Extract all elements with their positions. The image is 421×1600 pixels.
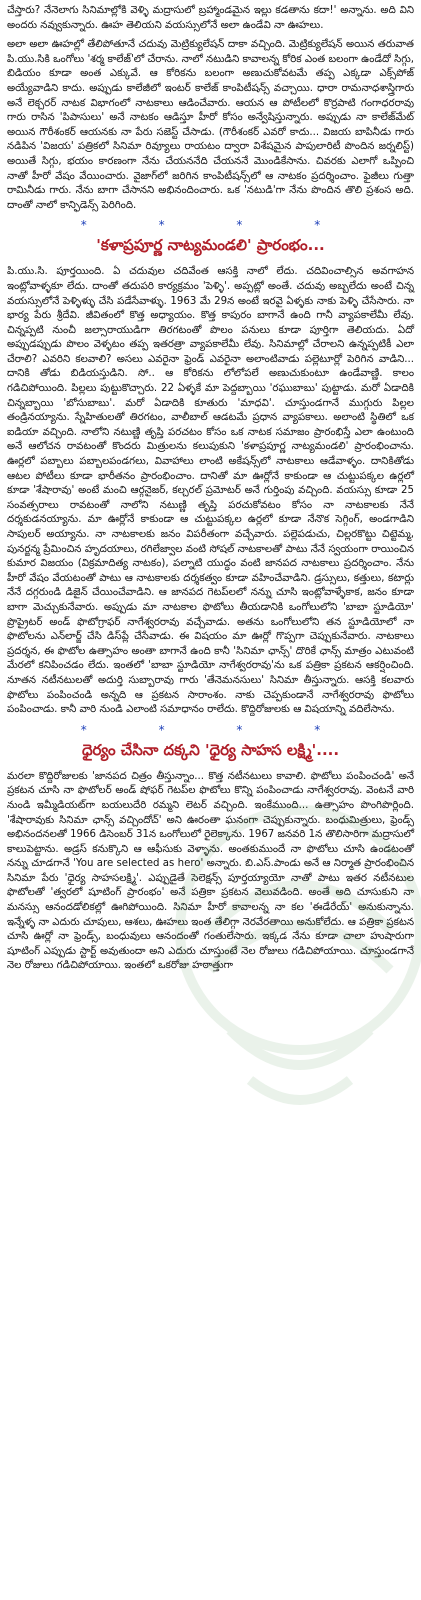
paragraph: అలా అలా ఊహల్లో తేలిపోతూనే చదువు మెట్రిక్యులేషన్ దాకా వచ్చింది. మెట్రిక్యులేషన్ అయిన తరువాత పి.యు.సికి ఒంగోలు 'శర్మ కాలేజ్'లో చేరాను. నాలో నటుడిని కావాలన్న కోరిక ఎంత బలంగా ఉండేదో సిగ్గు, బిడియం కూడా అంత ఎక్కువే. ఆ కోరికను బలంగా అణుచుకోవటమే తప్ప ఎక్కడా ఎక్స్‌పోజ్ అయ్యేవాడిని కాదు. అప్పుడు కాలేజీలో ఇంటర్ కాలేజ్ కాంపిటీషన్స్ వచ్చాయి. ధారా రామనాధశాస్త్రిగారు అనే లెక్చరర్ నాటక విభాగంలో నాటకాలు ఆడించేవారు. ఆయన ఆ పోటీలలో కొర్రపాటి గంగాధరరావు గారు రాసిన 'పిపాసులు' అనే నాటకం ఆడిస్తూ హీరో కోసం అన్వేషిస్తున్నారు. అప్పుడు నా కాలేజ్‌మేట్ అయిన గౌరీశంకర్ ఆయనకు నా పేరు సజెస్ట్ చేసాడు. (గౌరీశంకర్ ఎవరో కాదు... విజయ బాపినీడు గారు నడిపిన 'విజయ' పత్రికలో సినిమా రివ్యూలు రాయటం ద్వారా విశేషమైన పాపులారిటీ పొందిన జర్నలిస్ట్) అయితే సిగ్గు, భయం కారణంగా నేను చేయననేది చేయననే మొండికేసాను. చివరకు ఎలాగో ఒప్పించి నాతో హీరో వేషం వేయించారు. వైజాగ్‌లో జరిగిన కాంపిటీషన్స్‌లో ఆ నాటకం ప్రదర్శించాం. ఫైజీలు గుత్తా రామినీడు గారు. నేను బాగా చేసానని అభినందించారు. ఒక 'నటుడి'గా నేను పొందిన తొలి ప్రశంస అది. దాంతో నాలో కాన్ఫిడెన్స్ పెరిగింది. <box>7 39 414 211</box>
paragraph: చేస్తారు? నేనెలాగు సినిమాల్లోకి వెళ్ళి మద్రాసులో బ్రహ్మాండమైన ఇల్లు కడతాను కదా!' అన్నాను. అది విని అందరు నవ్వుకున్నారు. ఊహ తెలియని వయస్సులోనే అలా ఉండేవి నా ఊహలు. <box>7 5 414 31</box>
section-separator: * * * * <box>80 722 355 737</box>
paragraph: మరలా కొద్దిరోజులకు 'జానపద చిత్రం తీస్తున్నాం... కొత్త నటీనటులు కావాలి. ఫొటోలు పంపించండి' అనే ప్రకటన చూసి నా ఫొటోలర్ అండ్ షోఫర్ గెటప్‌ల ఫొటోలు కొన్ని పంపించాడు నాగేశ్వరరావు. వెంటనే వారి నుండి ఇమ్మీడియట్‌గా బయలుదేరి రమ్మని లెటర్ వచ్చింది. ఇంకేముంది... ఉత్సాహం పొంగిపొర్లింది. 'శేషారావుకు సినిమా ఛాన్స్ వచ్చిందోచ్' అని ఊరంతా ఘనంగా చెప్పుకున్నారు. బంధుమిత్రులు, ఫ్రెండ్స్ అభినందనలతో 1966 డిసెంబర్ 31న ఒంగోలులో రైలెక్కాను. 1967 జనవరి 1న తొలిసారిగా మద్రాసులో కాలుపెట్టాను. అడ్రస్ కనుక్కొని ఆ ఆఫీసుకు వెళ్ళాను. అంతకుముందే నా ఫొటోలు చూసి ఉండటంతో నన్ను చూడగానే 'You are selected as hero' అన్నారు. బి.ఎస్.పాండు అనే ఆ నిర్మాత ప్రారంభించిన సినిమా పేరు 'ధైర్య సాహసలక్ష్మి'. ఎప్పుడైతే సెలెక్షన్స్ పూర్తయ్యాయో నాతో పాటు ఇతర నటీనటుల ఫొటోలతో 'త్వరలో షూటింగ్ ప్రారంభం' అనే పత్రికా ప్రకటన వెలువడింది. అంతే అది చూసుకుని నా మనస్సు ఆనందడోలికల్లో ఊగిపోయింది. సినిమా హీరో కావాలన్న నా కల 'ఈడేరేయ్' అనుకున్నాను. ఇన్నేళ్ళ నా ఎదురు చూపులు, ఆశలు, ఊహలు ఇంత తేలిగ్గా నెరవేరతాయి అనుకోలేదు. ఆ పత్రికా ప్రకటన చూసి ఊర్లో నా ఫ్రెండ్స్, బంధువులు ఆనందంతో గంతులేసారు. ఇక్కడ నేను కూడా చాలా హుషారుగా షూటింగ్ ఎప్పుడు స్టార్ట్ అవుతుందా అని ఎదురు చూస్తుంటే నెల రోజులు గడిచిపోయాయి. చూస్తుండగానే నెల రోజులు గడిచిపోయాయి. ఇంతలో ఒకరోజు హఠాత్తుగా <box>7 770 414 972</box>
paragraph: పి.యు.సి. పూర్తయింది. ఏ చదువుల చదివేంత ఆసక్తి నాలో లేదు. చదివించాల్సిన అవగాహన ఇంట్లోవాళ్ళకూ లేదు. దాంతో తదుపరి కార్యక్రమం 'పెళ్ళి'. అప్పట్లో అంతే. చదువు అబ్బలేదు అంటే చిన్న వయస్సులోనే పెళ్ళిళ్ళు చేసి పడేసేవాళ్ళు. 1963 మే 29న అంటే ఇరవై ఏళ్ళకు నాకు పెళ్ళి చేసేసారు. నా భార్య పేరు శ్రీదేవి. జీవితంలో కొత్త అధ్యాయం. కొత్త కాపురం బాగానే ఉంది గానీ వ్యాపకాలేమీ లేవు. చిన్నప్పటి నుంచీ జల్సారాయుడిగా తిరగటంతో పొలం పనులు కూడా పూర్తిగా తెలియదు. ఏదో అప్పుడప్పుడు పొలం వెళ్ళటం తప్ప ఇతరత్రా వ్యాపకాలేమీ లేవు. సినిమాల్లో చేరాలని ఉన్నప్పటికీ ఎలా చేరాలి? ఎవరిని కలవాలి? అసలు ఎవరైనా ఫ్రెండ్ ఎవరైనా అలాంటివాడు పల్లెటూర్లో పెరిగిన వాడిని... దానికి తోడు బిడియస్తుడిని. సో.. ఆ కోరికను లోలోపలే అణుచుకుంటూ ఉండేవాణ్ణి. కాలం గడిచిపోయింది. పిల్లలు పుట్టుకొచ్చారు. 22 ఏళ్ళకే మా పెద్దబ్బాయి 'రఘుబాబు' పుట్టాడు. మరో ఏడాదికి చిన్నబ్బాయి 'బోసుబాబు'. మరో ఏడాదికి కూతురు 'మాధవి'. చూస్తుండగానే ముగ్గురు పిల్లల తండ్రినయ్యాను. స్నేహితులతో తిరగటం, వాలీబాల్ ఆడటమే ప్రధాన వ్యాపకాలు. అలాంటి స్థితిలో ఒక ఐడియా వచ్చింది. నాలోని నటుణ్ణి తృప్తి పరచటం కోసం ఒక నాటక సమాజం ప్రారంభిస్తే ఎలా ఉంటుంది అనే ఆలోచన రావటంతో కొందరు మిత్రులను కలుపుకుని 'కళాప్రపూర్ణ నాట్యమండలి' ప్రారంభించాను. ఊర్లలో పబ్బాలు పబ్బాలపండగలు, వివాహాలు లాంటి అకేషన్స్‌లో నాటకాలు ఆడేవాళ్ళం. దానికితోడు ఆటల పోటీలు కూడా భారీతనం ప్రారంభించాం. దానితో మా ఊర్లోనే కాకుండా ఆ చుట్టుపక్కల ఉర్లలో కూడా 'శేషారావు' అంటే మంచి ఆర్గనైజర్, కల్చరల్ ప్రమోటర్ అనే గుర్తింపు వచ్చింది. వయస్సు కూడా 25 సంవత్సరాలు రావటంతో నాలోని నటుణ్ణి తృప్తి పరచుకోవటం కోసం నా నాటకాలకు నేనే దర్శకుడనయ్యాను. మా ఊర్లోనే కాకుండా ఆ చుట్టుపక్కల ఉర్లలో కూడా నేనొక సెగ్గింగ్, అండగాడిని సాపులర్ అయ్యాను. నా నాటకాలకు జనం విపరీతంగా వచ్చేవారు. పల్లెపడుచు, చిల్లరకొట్టు చిట్టెమ్మ, పునర్జన్మ ప్రేమించిన హృదయాలు, రగిలేజ్వాల వంటి సోషల్ నాటకాలతో పాటు నేనే స్వయంగా రాయించిన కుమార విజయం (విక్రమాదిత్య నాటకం), పల్నాటి యుద్ధం వంటి జానపద నాటకాలు ప్రదర్శించాం. నేను హీరో వేషం వేయటంతో పాటు ఆ నాటకాలకు దర్శకత్వం కూడా వహించేవాడిని. డ్రస్సులు, కత్తులు, కటార్లు నేనే దగ్గరుండి డిజైన్ చేయించేవాడిని. ఆ జానపద గెటప్‌లలో నన్ను చూసి ఇంట్లోవాళ్ళేకాక, జనం కూడా బాగా మెచ్చుకునేవారు. అప్పుడు మా నాటకాల ఫొటోలు తీయడానికి ఒంగోలులోని 'బాబా స్టూడియో' ప్రొప్రైటర్ అండ్ ఫొటోగ్రాఫర్ నాగేశ్వరరావు వచ్చేవాడు. అతను ఒంగోలులోని తన స్టూడియోలో నా ఫొటోలను ఎన్‌లార్జ్ చేసి డిస్‌ప్లే చేసేవాడు. ఈ విషయం మా ఊర్లో గొప్పగా చెప్పుకునేవారు. నాటకాలు ప్రదర్శన, ఈ ఫొటోల ఉత్సాహం అంతా బాగానే ఉంది కానీ 'సినిమా ఛాన్స్' దొరికే ఛాన్స్ మాత్రం ఎటువంటి మేరలో కనిపించడం లేదు. ఇంతలో 'బాబా స్టూడియో నాగేశ్వరరావు'ను ఒక పత్రికా ప్రకటన ఆకర్షించింది. నూతన నటీనటులతో అదుర్తి సుబ్బారావు గారు 'తేనెమనసులు' సినిమా తీస్తున్నారు. ఆసక్తి కలవారు ఫొటోలు పంపించండి అన్నది ఆ ప్రకటన సారాంశం. నాకు చెప్పకుండానే నాగేశ్వరరావు ఫొటోలు పంపించాడు. కానీ వారి నుండి ఎలాంటి సమాధానం రాలేదు. కొద్దిరోజులకు ఆ విషయాన్ని వదిలేసాను. <box>7 266 415 716</box>
section-separator: * * * * <box>80 218 355 233</box>
section-heading: 'కళాప్రపూర్ణ నాట్యమండలి' ప్రారంభం... <box>96 236 325 255</box>
section-heading: ధైర్యం చేసినా దక్కని 'ధైర్య సాహస లక్ష్మి'.... <box>81 740 340 759</box>
